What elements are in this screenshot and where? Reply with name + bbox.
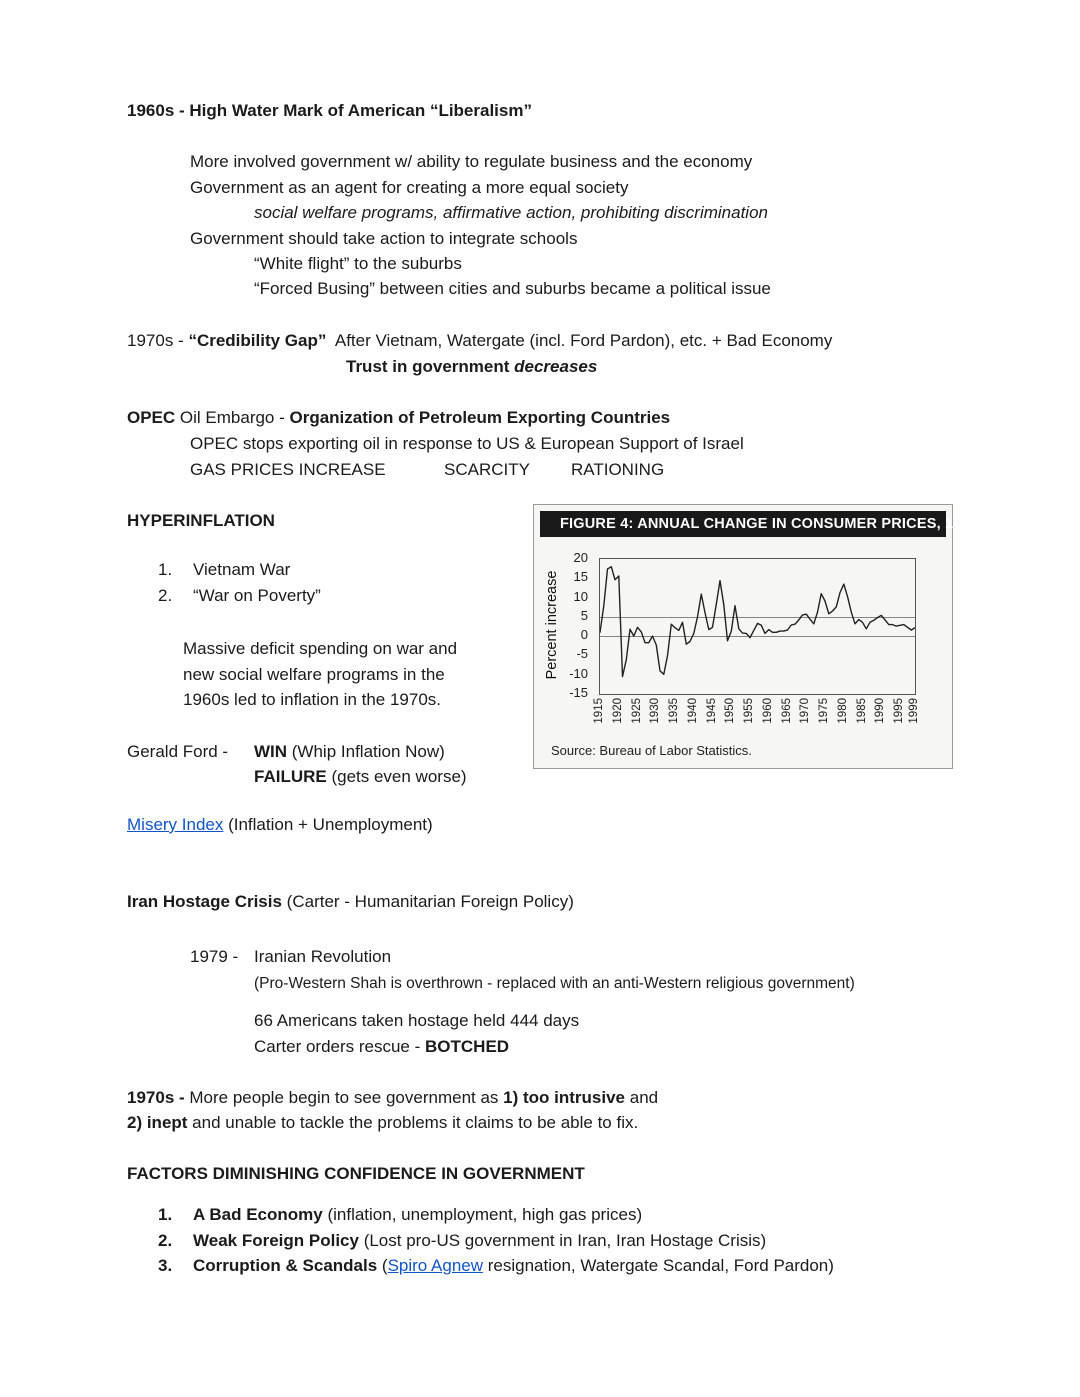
text-segment-bold: 2) inept (127, 1113, 188, 1132)
list-number: 2. (158, 1231, 173, 1250)
line-gas-prices (190, 460, 810, 480)
text-segment: After Vietnam, Watergate (incl. Ford Pardon), etc. + Bad Economy (326, 331, 833, 350)
list-item-text: Vietnam War (193, 560, 291, 579)
y-tick-label: -15 (569, 685, 588, 700)
misery-index-link[interactable]: Misery Index (127, 815, 224, 834)
y-tick-label: 5 (580, 607, 588, 623)
x-tick-label: 1970 (799, 698, 812, 724)
list-item (158, 1256, 834, 1276)
body-line: Government should take action to integrate schools (190, 229, 578, 248)
text-segment: Oil Embargo - (175, 408, 290, 427)
line-opec-heading (127, 408, 670, 428)
list-number: 1. (158, 560, 173, 579)
body-line: Massive deficit spending on war and (183, 639, 458, 658)
text-segment-bold: 1970s - (127, 1088, 190, 1107)
text-segment-bold: Weak Foreign Policy (193, 1231, 359, 1250)
text-segment: More people begin to see government as (189, 1088, 504, 1107)
figure-x-ticks (593, 697, 920, 737)
list-number: 3. (158, 1256, 173, 1275)
text-segment: Carter orders rescue - (254, 1037, 425, 1056)
body-line-small: (Pro-Western Shah is overthrown - replaced with an anti-Western religious government) (254, 975, 855, 992)
text-segment-bold: OPEC (127, 408, 176, 427)
x-tick-label: 1955 (743, 698, 755, 724)
text-segment-bold: A Bad Economy (193, 1205, 323, 1224)
x-tick-label: 1965 (780, 698, 793, 724)
y-tick-label: 20 (573, 550, 588, 565)
heading-factors: FACTORS DIMINISHING CONFIDENCE IN GOVERNMENT (127, 1164, 585, 1183)
figure-y-axis-label: Percent increase (544, 570, 560, 680)
text-segment-bold: Trust in government (346, 357, 515, 376)
cpi-line-chart (600, 559, 915, 694)
x-tick-label: 1985 (855, 698, 868, 724)
text-segment: (gets even worse) (326, 767, 467, 786)
text-segment-bold: “Credibility Gap” (188, 331, 327, 350)
x-tick-label: 1920 (611, 698, 624, 724)
text-segment: SCARCITY (444, 460, 530, 479)
body-line-italic: social welfare programs, affirmative action, prohibiting discrimination (254, 203, 768, 222)
body-line: “Forced Busing” between cities and suburbs became a political issue (254, 279, 771, 298)
figure-title: FIGURE 4: ANNUAL CHANGE IN CONSUMER PRICES, 1915-99 (560, 516, 1000, 532)
x-tick-label: 1990 (874, 698, 887, 724)
body-line: 66 Americans taken hostage held 444 days (254, 1011, 580, 1030)
list-item (158, 1231, 766, 1251)
y-tick-label: -5 (576, 646, 588, 662)
body-line: “White flight” to the suburbs (254, 254, 462, 273)
text-segment: and (625, 1088, 659, 1107)
cpi-line (600, 567, 915, 677)
list-item (158, 560, 290, 580)
line-failure (254, 767, 467, 787)
text-segment: GAS PRICES INCREASE (190, 460, 386, 479)
x-tick-label: 1975 (818, 698, 830, 724)
text-segment: resignation, Watergate Scandal, Ford Pardon) (483, 1256, 834, 1275)
text-segment-bold: WIN (254, 742, 288, 761)
text-segment-bold-italic: decreases (514, 357, 598, 376)
x-tick-label: 1940 (686, 698, 699, 724)
text-segment: ( (377, 1256, 388, 1275)
heading-iran-hostage-crisis (127, 892, 574, 912)
list-item-text: “War on Poverty” (193, 586, 321, 605)
text-segment: (Carter - Humanitarian Foreign Policy) (281, 892, 574, 911)
body-line: Government as an agent for creating a more equal society (190, 178, 629, 197)
list-item (158, 586, 321, 606)
x-tick-label: 1999 (908, 698, 920, 724)
y-tick-label: 15 (573, 569, 588, 585)
text-segment-bold: 1) too intrusive (503, 1088, 626, 1107)
heading-1960s: 1960s - High Water Mark of American “Liberalism” (127, 101, 532, 120)
text-segment-bold: Iran Hostage Crisis (127, 892, 282, 911)
line-carter-rescue (254, 1037, 509, 1057)
text-segment: RATIONING (571, 460, 665, 479)
text-segment: 1970s - (127, 331, 189, 350)
text-segment: (Lost pro-US government in Iran, Iran Hostage Crisis) (358, 1231, 767, 1250)
figure-title-bar (540, 511, 1000, 537)
x-tick-label: 1925 (630, 698, 643, 724)
list-item (158, 1205, 642, 1225)
text-segment-bold: Corruption & Scandals (193, 1256, 378, 1275)
body-line: new social welfare programs in the (183, 665, 445, 684)
x-tick-label: 1960 (761, 698, 774, 724)
text-segment: (Inflation + Unemployment) (223, 815, 433, 834)
figure-source: Source: Bureau of Labor Statistics. (551, 743, 752, 758)
line-misery-index (127, 815, 433, 835)
body-line: 1960s led to inflation in the 1970s. (183, 690, 442, 709)
text-segment: (inflation, unemployment, high gas prices) (322, 1205, 643, 1224)
x-tick-label: 1915 (593, 698, 605, 724)
text-segment-bold: FAILURE (254, 767, 327, 786)
x-tick-label: 1995 (893, 698, 905, 724)
line-1970s-view-1 (127, 1088, 658, 1108)
text-segment-bold: BOTCHED (425, 1037, 510, 1056)
win-segment (254, 742, 445, 762)
figure-y-ticks (534, 550, 594, 700)
line-1970s-view-2 (127, 1113, 638, 1133)
text-segment: (Whip Inflation Now) (287, 742, 445, 761)
y-tick-label: 10 (573, 588, 588, 604)
text-segment: Iranian Revolution (254, 947, 392, 966)
y-tick-label: 0 (580, 627, 588, 643)
text-segment-bold: Organization of Petroleum Exporting Countries (289, 408, 671, 427)
body-line: OPEC stops exporting oil in response to US & European Support of Israel (190, 434, 744, 453)
x-tick-label: 1935 (668, 698, 680, 724)
spiro-agnew-link[interactable]: Spiro Agnew (387, 1256, 484, 1275)
body-line: More involved government w/ ability to regulate business and the economy (190, 152, 753, 171)
list-number: 2. (158, 586, 173, 605)
text-segment: 1979 - (190, 947, 243, 966)
x-tick-label: 1930 (649, 698, 662, 724)
x-tick-label: 1945 (705, 698, 718, 724)
cpi-figure-image[interactable] (533, 504, 1000, 769)
x-tick-label: 1980 (836, 698, 849, 724)
text-segment: and unable to tackle the problems it claims to be able to fix. (187, 1113, 639, 1132)
text-segment: Gerald Ford - (127, 742, 233, 761)
figure-plot-area (599, 558, 916, 695)
y-tick-label: -10 (569, 665, 588, 681)
list-number: 1. (158, 1205, 173, 1224)
line-trust-decreases (346, 357, 597, 377)
line-credibility-gap (127, 331, 832, 351)
heading-hyperinflation: HYPERINFLATION (127, 511, 275, 530)
x-tick-label: 1950 (724, 698, 737, 724)
line-1979 (190, 947, 590, 967)
